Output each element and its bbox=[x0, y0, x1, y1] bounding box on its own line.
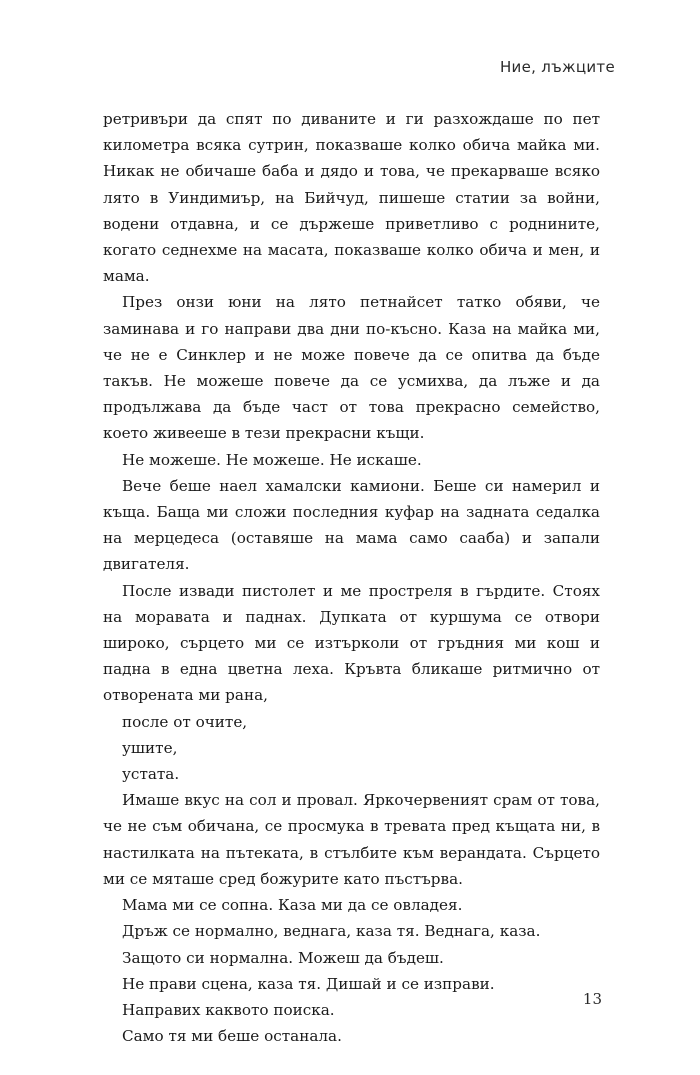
paragraph: Имаше вкус на сол и провал. Яркочервеният срам от това, че не съм обичана, се просмука в тревата пред къщата ни, в настилката на пътеката, в стълбите към верандата. Сърцето ми се мяташе сред божурите като пъстърва. bbox=[103, 791, 600, 888]
paragraph: Защото си нормална. Можеш да бъдеш. bbox=[122, 948, 444, 967]
paragraph: ушите, bbox=[122, 738, 178, 757]
paragraph: Вече беше наел хамалски камиони. Беше си намерил и къща. Баща ми сложи последния куфар на задната седалка на мерцедеса (оставяше на мама само сааба) и запали двигателя. bbox=[103, 476, 600, 574]
paragraph: През онзи юни на лято петнайсет татко обяви, че заминава и го направи два дни по-късно. Каза на майка ми, че не е Синклер и не може повече да се опитва да бъде такъв. Не можеше повече да се усмихва, да лъже и да продължава да бъде част от това прекрасно семейство, което живееше в тези прекрасни къщи. bbox=[103, 293, 600, 443]
paragraph: после от очите, bbox=[122, 712, 248, 731]
paragraph: Само тя ми беше останала. bbox=[122, 1027, 342, 1046]
paragraph: Дръж се нормално, веднага, каза тя. Веднага, каза. bbox=[122, 922, 541, 941]
paragraph: устата. bbox=[122, 765, 180, 784]
paragraph: Мама ми се сопна. Каза ми да се овладея. bbox=[122, 896, 463, 915]
paragraph: Не можеше. Не можеше. Не искаше. bbox=[122, 450, 422, 469]
page-number: 13 bbox=[582, 990, 602, 1008]
paragraph: Не прави сцена, каза тя. Дишай и се изправи. bbox=[122, 974, 495, 993]
body-text bbox=[103, 106, 600, 1049]
paragraph: ретривъри да спят по диваните и ги разхождаше по пет километра всяка сутрин, показваше колко обича майка ми. Никак не обичаше баба и дядо и това, че прекарваше всяко лято в Уиндимиър, на Бийчуд, пишеше статии за войни, водени отдавна, и се държеше приветливо с роднините, когато седнехме на масата, показваше колко обича и мен, и мама. bbox=[103, 110, 600, 286]
paragraph: Направих каквото поиска. bbox=[122, 1000, 335, 1019]
running-header: Ние, лъжците bbox=[499, 58, 615, 76]
paragraph: После извади пистолет и ме простреля в гърдите. Стоях на моравата и паднах. Дупката от куршума се отвори широко, сърцето ми се изтъркoли от гръдния ми кош и падна в една цветна леха. Кръвта бликаше ритмично от отворената ми рана, bbox=[103, 581, 600, 705]
